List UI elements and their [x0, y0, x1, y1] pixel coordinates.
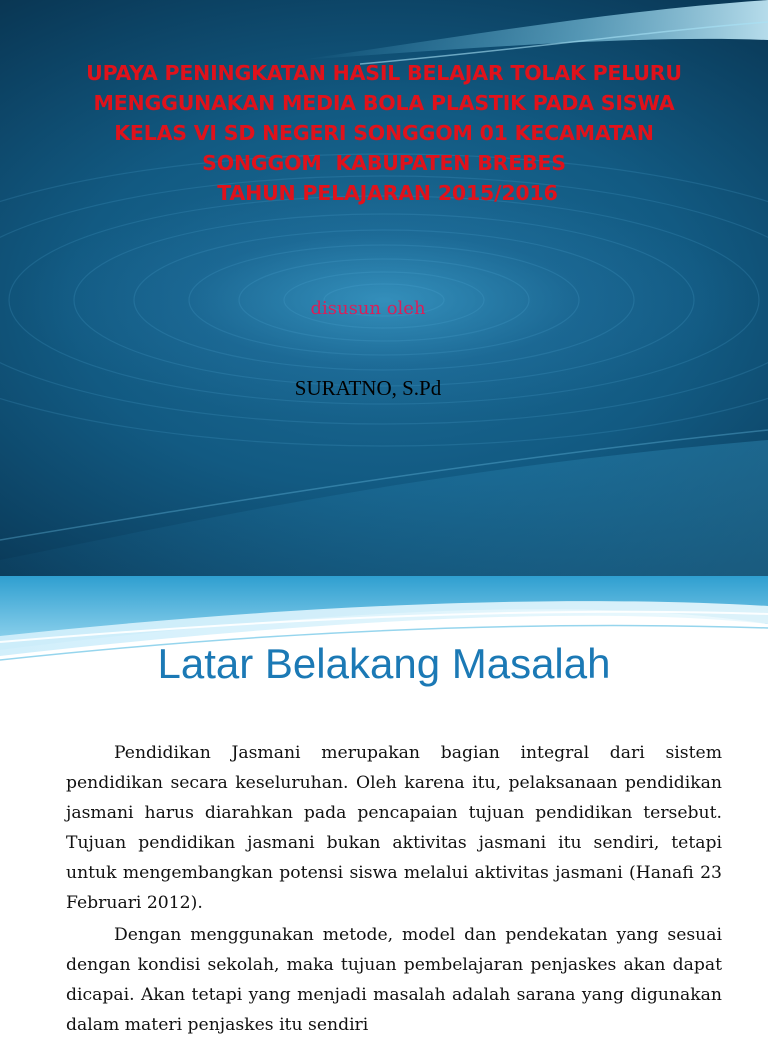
- body-paragraph: Dengan menggunakan metode, model dan pendekatan yang sesuai dengan kondisi sekolah, maka tujuan pembelajaran penjaskes akan dapat dicapai. Akan tetapi yang menjadi masalah adalah sarana yang digunakan dalam materi penjaskes itu sendiri: [66, 925, 722, 1035]
- slide-title-line: KELAS VI SD NEGERI SONGGOM 01 KECAMATAN: [114, 121, 654, 145]
- slide-heading: Latar Belakang Masalah: [157, 640, 611, 687]
- slide-body: [66, 738, 722, 1042]
- content-slide: [0, 576, 768, 1035]
- byline-text: disusun oleh: [310, 298, 426, 319]
- slide-title-line: TAHUN PELAJARAN 2015/2016: [210, 181, 558, 205]
- slide-title-line: UPAYA PENINGKATAN HASIL BELAJAR TOLAK PELURU: [86, 61, 682, 85]
- author-name: SURATNO, S.Pd: [294, 376, 442, 400]
- body-paragraph: Pendidikan Jasmani merupakan bagian integral dari sistem pendidikan secara keseluruhan. Oleh karena itu, pelaksanaan pendidikan jasmani harus diarahkan pada pencapaian tujuan pendidikan tersebut. Tujuan pendidikan jasmani bukan aktivitas jasmani itu sendiri, tetapi untuk mengembangkan potensi siswa melalui aktivitas jasmani (Hanafi 23 Februari 2012).: [66, 743, 722, 913]
- slide-title-line: SONGGOM KABUPATEN BREBES: [202, 151, 566, 175]
- slide-title: [20, 58, 748, 208]
- slide-title-line: MENGGUNAKAN MEDIA BOLA PLASTIK PADA SISWA: [93, 91, 675, 115]
